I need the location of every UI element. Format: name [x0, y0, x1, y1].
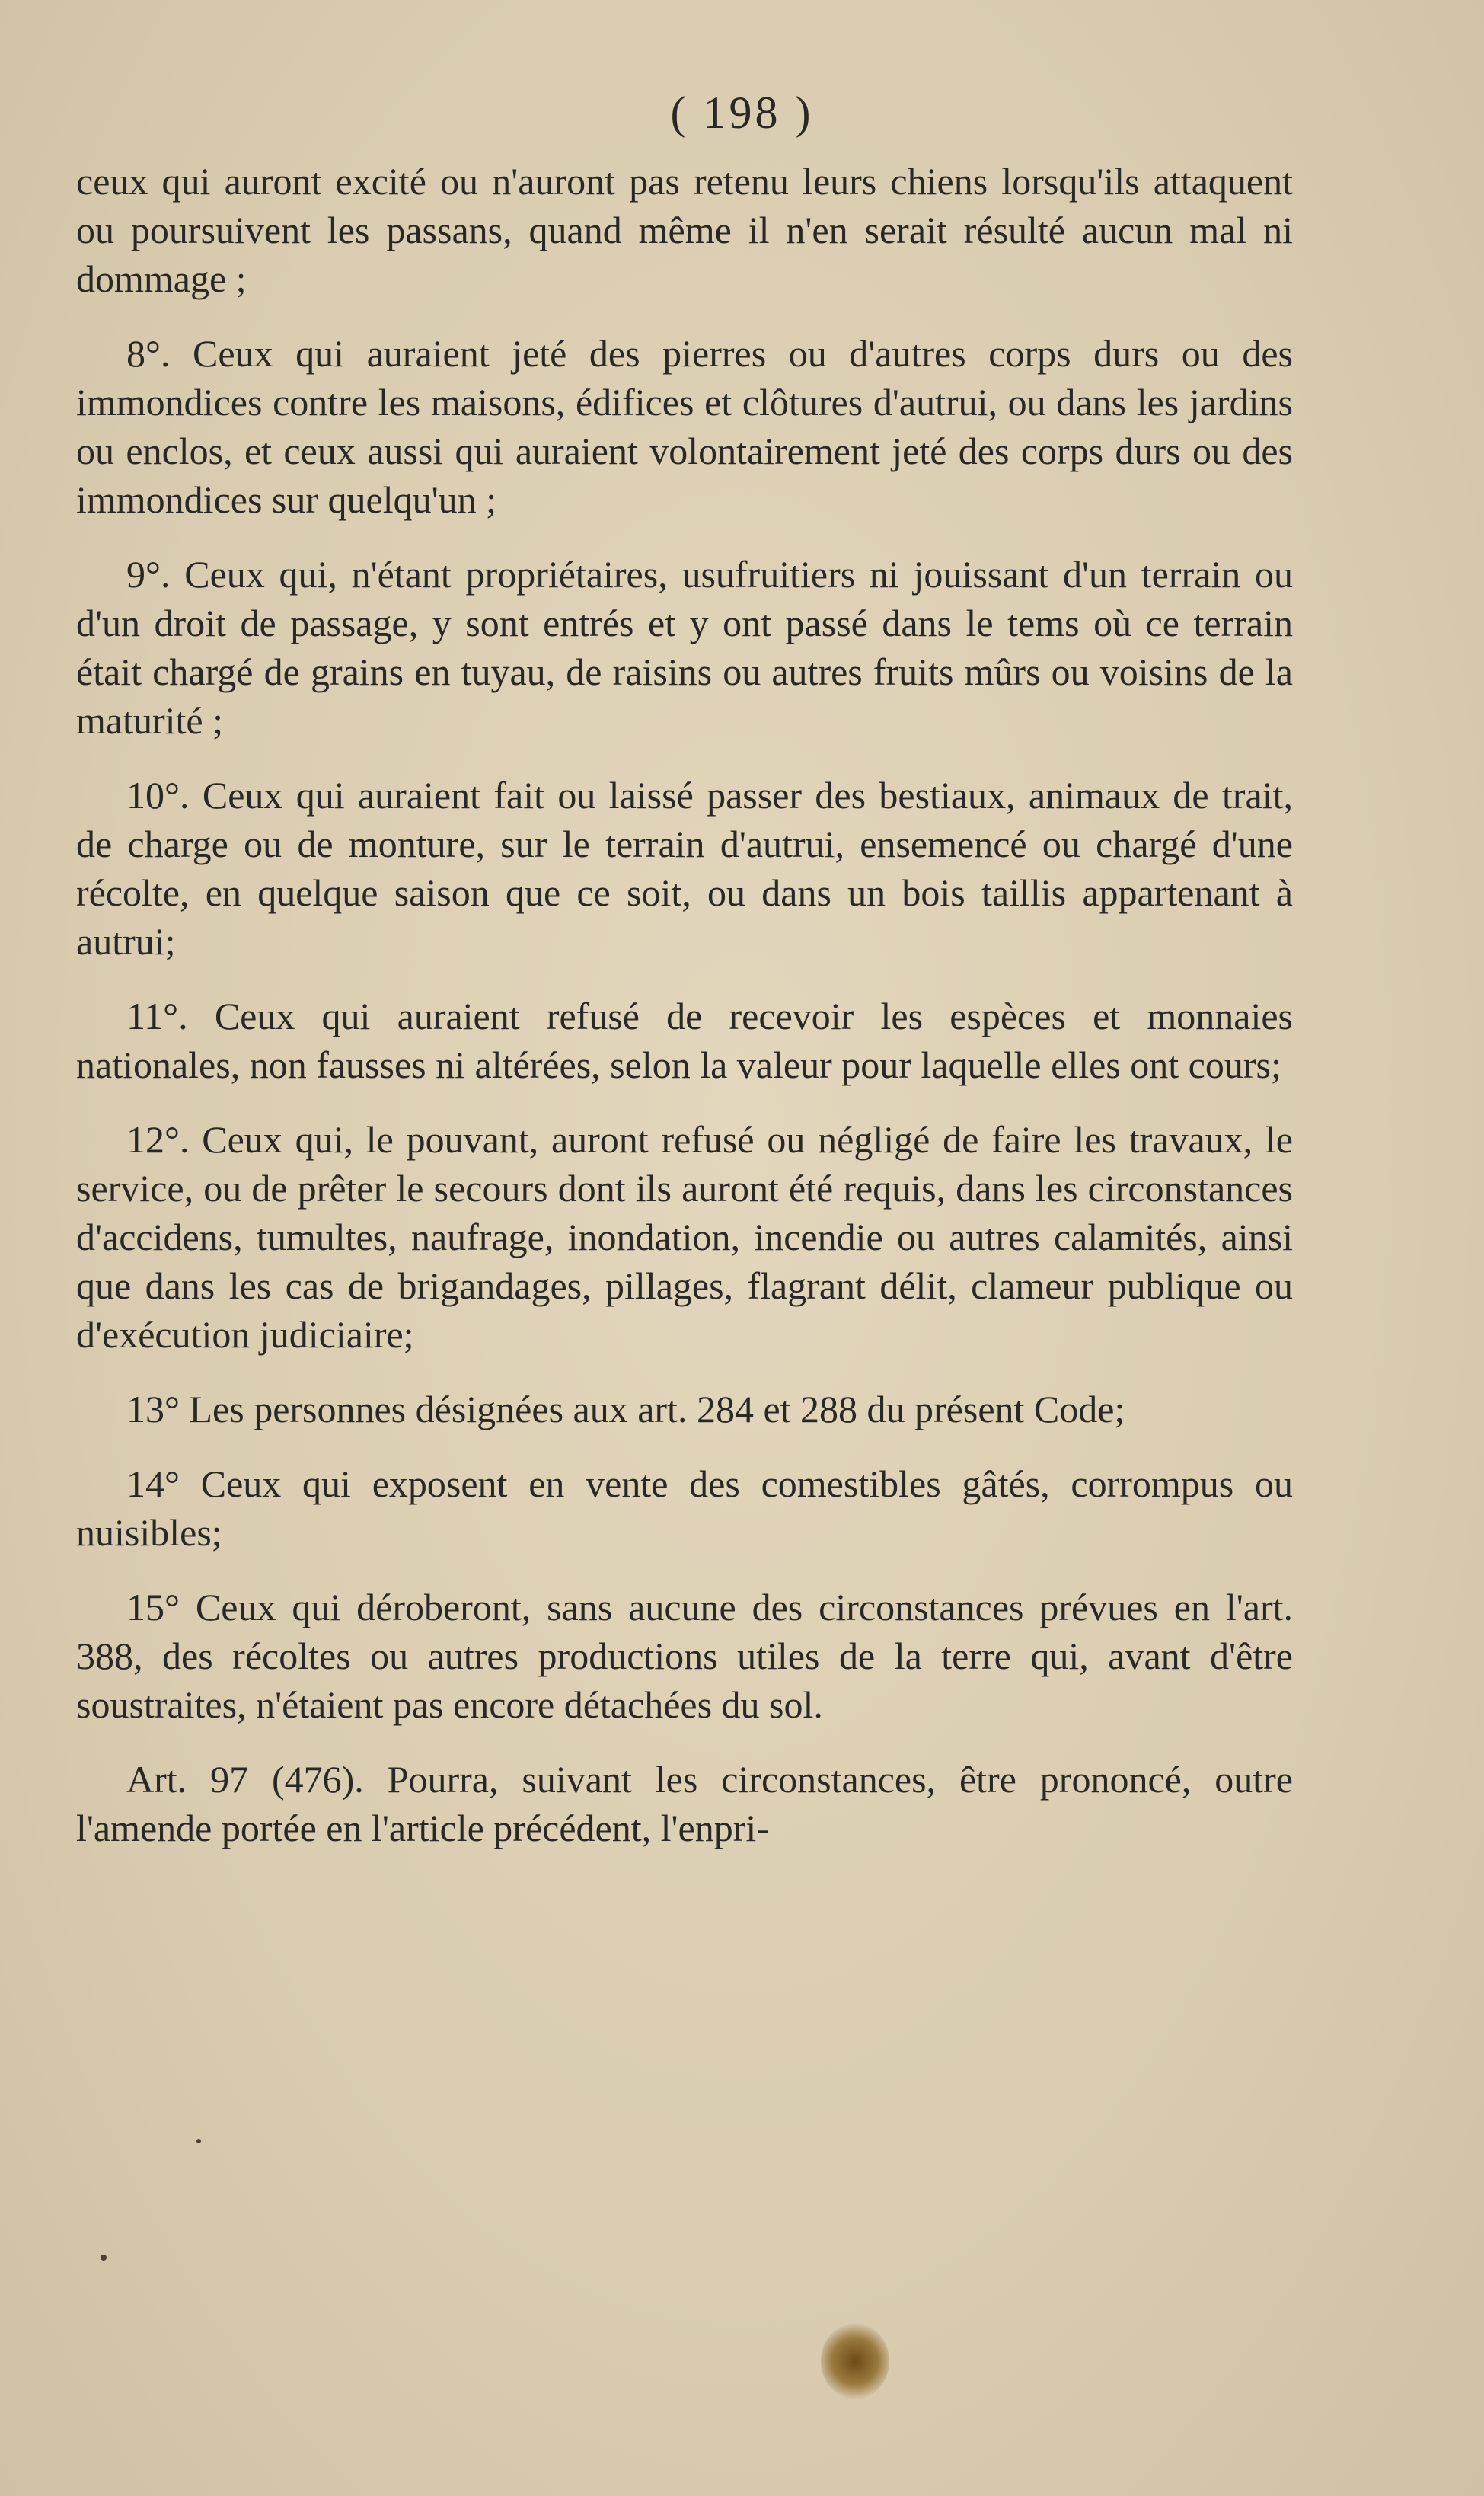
- paragraph-continuation: ceux qui auront excité ou n'auront pas retenu leurs chiens lorsqu'ils attaquent ou poursuivent les passans, quand même il n'en serait résulté aucun mal ni dommage ;: [76, 160, 1293, 300]
- paper-speck: [196, 2139, 201, 2143]
- paragraph-item-11: 11°. Ceux qui auraient refusé de recevoir les espèces et monnaies nationales, non fausses ni altérées, selon la valeur pour laquelle elles ont cours;: [76, 995, 1293, 1086]
- paragraph-item-10: 10°. Ceux qui auraient fait ou laissé passer des bestiaux, animaux de trait, de charge ou de monture, sur le terrain d'autrui, ensemencé ou chargé d'une récolte, en quelque saison que ce soit, ou dans un bois taillis appartenant à autrui;: [76, 774, 1293, 963]
- paragraph-item-14: 14° Ceux qui exposent en vente des comestibles gâtés, corrompus ou nuisibles;: [76, 1462, 1293, 1554]
- page-number: ( 198 ): [670, 88, 814, 138]
- paragraph-item-8: 8°. Ceux qui auraient jeté des pierres ou d'autres corps durs ou des immondices contre les maisons, édifices et clôtures d'autrui, ou dans les jardins ou enclos, et ceux aussi qui auraient volontairement jeté des corps durs ou des immondices sur quelqu'un ;: [76, 332, 1293, 521]
- paragraph-item-12: 12°. Ceux qui, le pouvant, auront refusé ou négligé de faire les travaux, le service, ou de prêter le secours dont ils auront été requis, dans les circonstances d'accidens, tumultes, naufrage, inondation, incendie ou autres calamités, ainsi que dans les cas de brigandages, pillages, flagrant délit, clameur publique ou d'exécution judiciaire;: [76, 1118, 1293, 1356]
- paragraph-item-13: 13° Les personnes désignées aux art. 284 et 288 du présent Code;: [126, 1388, 1125, 1430]
- paper-speck: [101, 2255, 107, 2261]
- body-text: [76, 157, 1293, 1852]
- paragraph-item-15: 15° Ceux qui déroberont, sans aucune des circonstances prévues en l'art. 388, des récoltes ou autres productions utiles de la terre qui, avant d'être soustraites, n'étaient pas encore détachées du sol.: [76, 1586, 1293, 1726]
- paragraph-item-9: 9°. Ceux qui, n'étant propriétaires, usufruitiers ni jouissant d'un terrain ou d'un droit de passage, y sont entrés et y ont passé dans le tems où ce terrain était chargé de grains en tuyau, de raisins ou autres fruits mûrs ou voisins de la maturité ;: [76, 553, 1293, 742]
- paper-stain: [821, 2323, 889, 2399]
- paragraph-article-97: Art. 97 (476). Pourra, suivant les circonstances, être prononcé, outre l'amende portée en l'article précédent, l'enpri-: [76, 1758, 1293, 1849]
